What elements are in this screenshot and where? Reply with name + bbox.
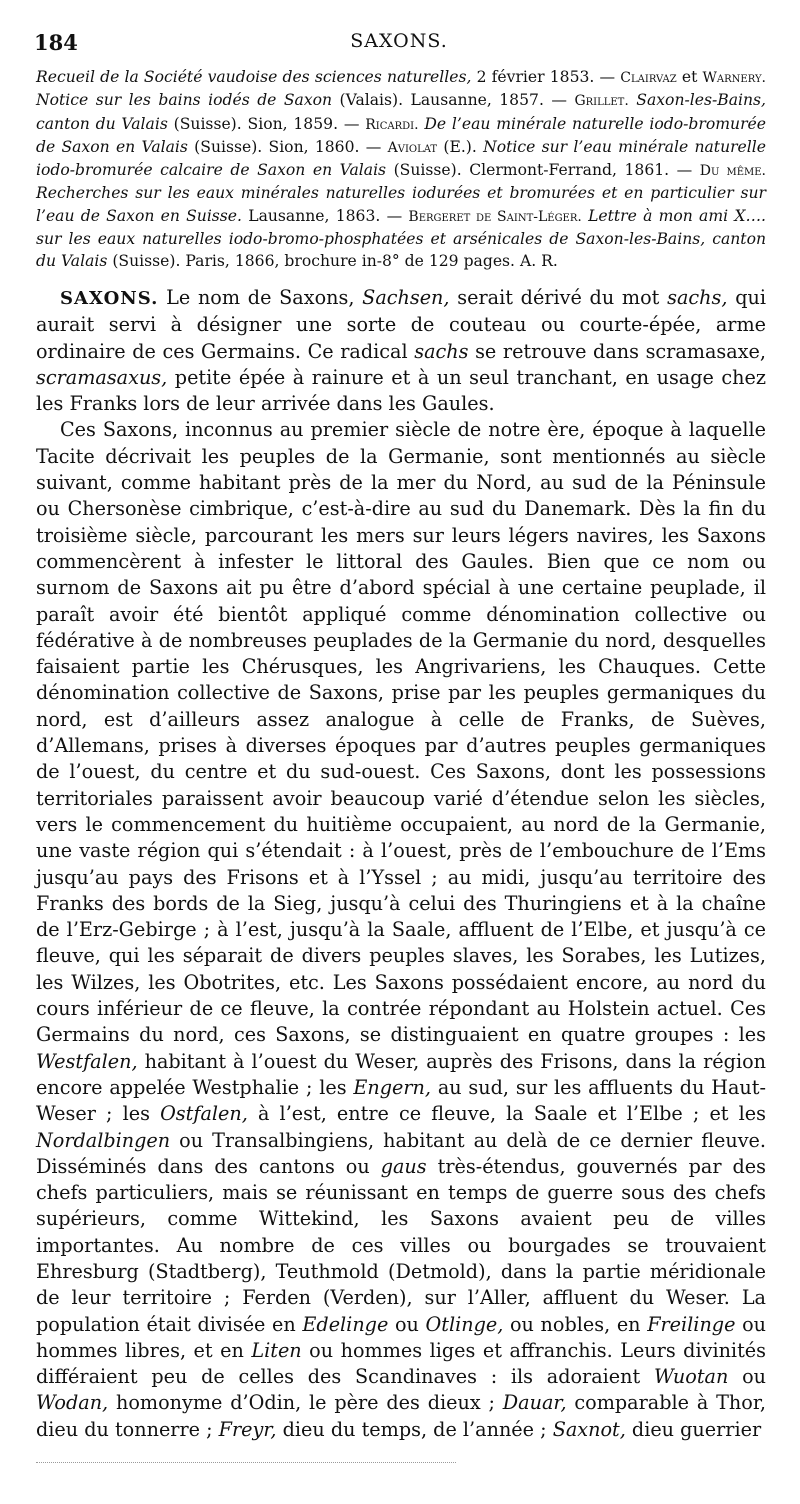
author-name: Aviolat bbox=[387, 139, 438, 156]
text-run: 2 février 1853. — bbox=[471, 68, 621, 86]
text-run: (Suisse). Sion, 1859. — bbox=[167, 114, 366, 133]
text-run: au sud, sur les affluents du Haut-Weser ; les bbox=[36, 1075, 766, 1126]
italic-text: Recherches sur les eaux minérales naturelles iodurées et bromurées et en particulier sur l’eau de Saxon en Suisse. bbox=[36, 184, 766, 225]
text-run: Lausanne, 1863. — bbox=[242, 206, 409, 225]
italic-text: gaus bbox=[380, 1154, 427, 1178]
text-run: habitant à l’ouest du Weser, auprès des Frisons, dans la région encore appelée Westphalie ; les bbox=[36, 1049, 766, 1099]
text-run: Le nom de Saxons, bbox=[158, 286, 363, 309]
text-run: ou bbox=[388, 1312, 426, 1336]
italic-text: Nordalbingen bbox=[36, 1128, 171, 1152]
running-title: SAXONS. bbox=[350, 30, 448, 52]
author-name: Ricardi. bbox=[365, 116, 419, 133]
italic-text: Dauar, bbox=[502, 1391, 567, 1415]
italic-text: Engern, bbox=[353, 1075, 432, 1099]
italic-text: Edelinge bbox=[302, 1312, 389, 1336]
italic-text: Wuotan bbox=[653, 1365, 729, 1389]
text-run: (Suisse). Sion, 1860. — bbox=[187, 137, 388, 156]
text-run: qui aurait servi à désigner une sorte de couteau ou courte-épée, arme ordinaire de ces Germains. Ce radical bbox=[36, 286, 766, 363]
article-paragraph bbox=[36, 417, 766, 1443]
text-run: (Suisse). Paris, 1866, brochure in-8° de 129 pages. A. R. bbox=[107, 252, 558, 271]
italic-text: Recueil de la Société vaudoise des sciences naturelles, bbox=[36, 68, 472, 86]
italic-text: Freilinge bbox=[647, 1312, 736, 1336]
text-run: ou bbox=[728, 1365, 766, 1389]
author-name: Grillet. bbox=[574, 93, 629, 110]
italic-text: De l’eau minérale naturelle iodo-bromurée de Saxon en Valais bbox=[36, 114, 766, 156]
text-run: homonyme d’Odin, le père des dieux ; bbox=[108, 1391, 503, 1415]
text-run: à l’est, entre ce fleuve, la Saale et l’Elbe ; et les bbox=[247, 1102, 766, 1126]
text-run: se retrouve dans scramasaxe, bbox=[468, 339, 766, 363]
text-run: très-étendus, gouvernés par des chefs particuliers, mais se réunissant en temps de guerre sous des chefs supérieurs, comme Wittekind, les Saxons avaient peu de villes importantes. Au nombre de ces villes ou bourgades se trouvaient Ehresburg (Stadtberg), Teuthmold (Detmold), dans la partie méridionale de leur territoire ; Ferden (Verden), sur l’Aller, affluent du Weser. La population était divisée en bbox=[36, 1154, 766, 1336]
italic-text: Sachsen, bbox=[362, 286, 450, 309]
text-run: dieu guerrier bbox=[625, 1417, 762, 1441]
text-run: ou hommes libres, et en bbox=[36, 1312, 766, 1362]
page-bottom-margin bbox=[36, 1462, 456, 1469]
author-name: Du même. bbox=[699, 163, 766, 180]
text-run: dieu du temps, de l’année ; bbox=[276, 1417, 553, 1441]
bibliography-note bbox=[36, 66, 766, 273]
article-headword: SAXONS. bbox=[60, 288, 159, 309]
italic-text: Notice sur les bains iodés de Saxon bbox=[36, 91, 333, 110]
text-run: ou nobles, en bbox=[503, 1312, 648, 1336]
author-name: Warnery. bbox=[702, 70, 766, 86]
text-run: et bbox=[676, 68, 703, 86]
page-header bbox=[34, 30, 764, 60]
text-run: (E.). bbox=[437, 137, 484, 156]
italic-text: Freyr, bbox=[218, 1417, 277, 1441]
italic-text: Westfalen, bbox=[36, 1049, 138, 1073]
italic-text: Notice sur l’eau minérale naturelle iodo-bromurée calcaire de Saxon en Valais bbox=[36, 137, 766, 180]
italic-text: sachs bbox=[414, 339, 469, 363]
author-name: Clairvaz bbox=[620, 70, 677, 86]
text-run: (Valais). Lausanne, 1857. — bbox=[332, 91, 575, 110]
author-name: Bergeret de Saint-Léger. bbox=[408, 208, 582, 225]
article-body bbox=[36, 285, 766, 1443]
text-run: ou hommes liges et affranchis. Leurs divinités différaient peu de celles des Scandinaves : ils adoraient bbox=[36, 1338, 766, 1389]
italic-text: Otlinge, bbox=[425, 1312, 504, 1336]
italic-text: scramasaxus, bbox=[36, 365, 168, 389]
text-run: ou Transalbingiens, habitant au delà de ce dernier fleuve. Disséminés dans des cantons ou bbox=[36, 1128, 766, 1178]
text-run: comparable à Thor, dieu du tonnerre ; bbox=[36, 1391, 766, 1441]
text-run: Ces Saxons, inconnus au premier siècle de notre ère, époque à laquelle Tacite décrivait les peuples de la Germanie, sont mentionnés au siècle suivant, comme habitant près de la mer du Nord, au sud de la Péninsule ou Chersonèse cimbrique, c’est-à-dire au sud du Danemark. Dès la fin du troisième siècle, parcourant les mers sur leurs légers navires, les Saxons commencèrent à infester le littoral des Gaules. Bien que ce nom ou surnom de Saxons ait pu être d’abord spécial à une certaine peuplade, il paraît avoir été bientôt appliqué comme dénomination collective ou fédérative à de nombreuses peuplades de la Germanie du nord, desquelles faisaient partie les Chérusques, les Angrivariens, les Chauques. Cette dénomination collective de Saxons, prise par les peuples germaniques du nord, est d’ailleurs assez analogue à celle de Franks, de Suèves, d’Allemans, prises à diverses époques par d’autres peuples germaniques de l’ouest, du centre et du sud-ouest. Ces Saxons, dont les possessions territoriales paraissent avoir beaucoup varié d’étendue selon les siècles, vers le commencement du huitième occupaient, au nord de la Germanie, une vaste région qui s’étendait : à l’ouest, près de l’embouchure de l’Ems jusqu’au pays des Frisons et à l’Yssel ; au midi, jusqu’au territoire des Franks des bords de la Sieg, jusqu’à celui des Thuringiens et à la chaîne de l’Erz-Gebirge ; à l’est, jusqu’à la Saale, affluent de l’Elbe, et jusqu’à ce fleuve, qui les séparait de divers peuples slaves, les Sorabes, les Lutizes, les Wilzes, les Obotrites, etc. Les Saxons possédaient encore, au nord du cours inférieur de ce fleuve, la contrée répondant au Holstein actuel. Ces Germains du nord, ces Saxons, se distinguaient en quatre groupes : les bbox=[36, 418, 766, 1047]
italic-text: Lettre à mon ami X…. sur les eaux naturelles iodo-bromo-phosphatées et arsénicales de Saxon-les-Bains, canton du Valais bbox=[36, 206, 766, 271]
italic-text: Wodan, bbox=[36, 1391, 109, 1415]
italic-text: sachs, bbox=[667, 286, 728, 309]
text-run: (Suisse). Clermont-Ferrand, 1861. — bbox=[386, 161, 700, 180]
italic-text: Liten bbox=[251, 1338, 302, 1362]
page-number: 184 bbox=[34, 30, 78, 55]
italic-text: Saxon-les-Bains, canton du Valais bbox=[36, 91, 766, 133]
italic-text: Ostfalen, bbox=[160, 1102, 248, 1126]
article-paragraph bbox=[36, 285, 766, 417]
text-run: serait dérivé du mot bbox=[449, 286, 668, 309]
italic-text: Saxnot, bbox=[552, 1417, 626, 1441]
text-run: petite épée à rainure et à un seul tranchant, en usage chez les Franks lors de leur arrivée dans les Gaules. bbox=[36, 365, 766, 416]
